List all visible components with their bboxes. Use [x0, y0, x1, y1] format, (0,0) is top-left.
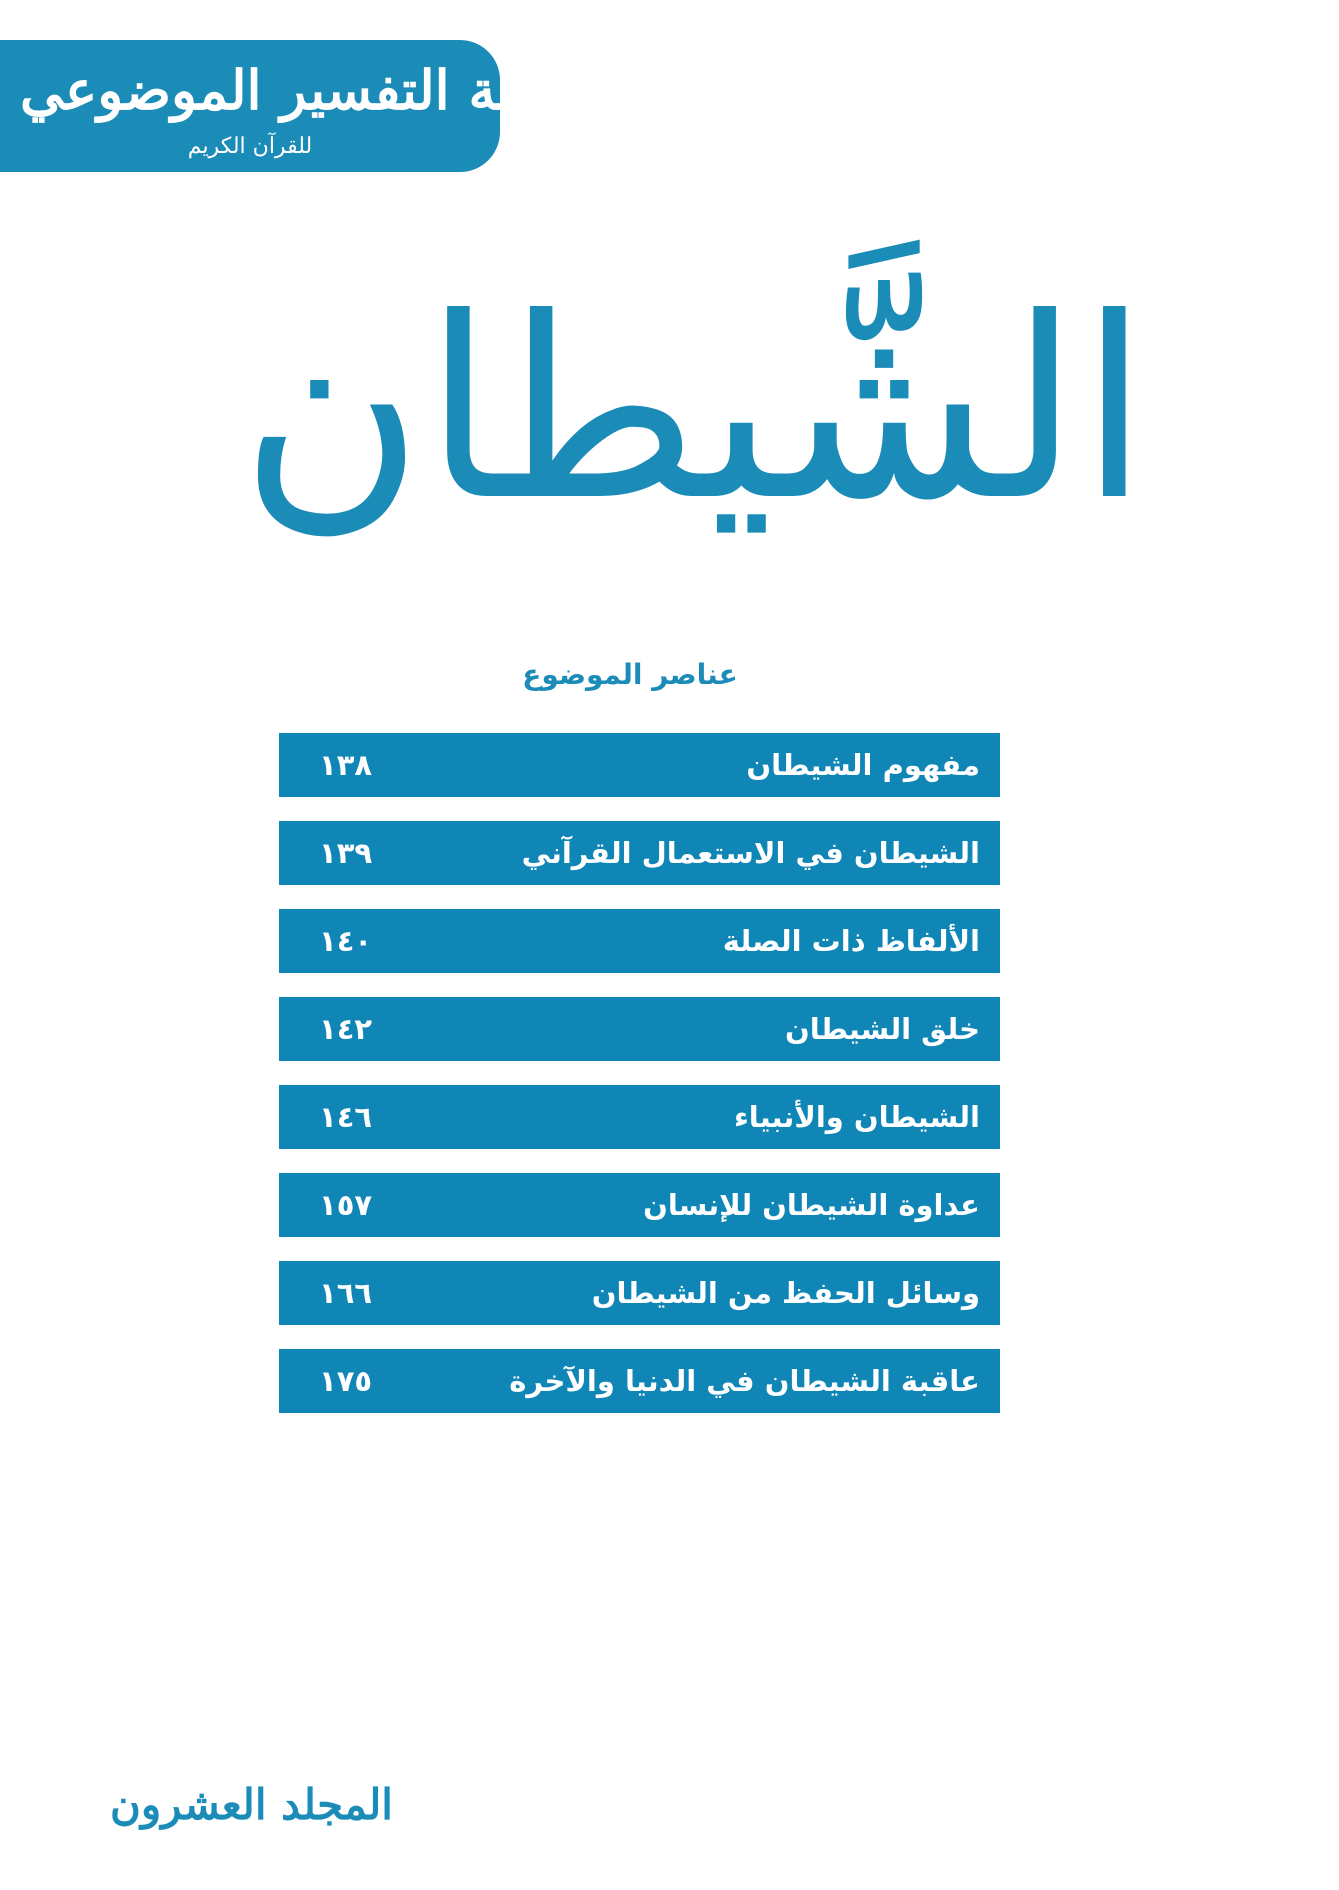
- toc-item-title: الشيطان والأنبياء: [733, 1100, 980, 1134]
- toc-row[interactable]: [279, 1349, 1000, 1413]
- toc-list: [279, 733, 1000, 1437]
- toc-item-page: ١٤٠: [319, 924, 373, 958]
- toc-item-title: عداوة الشيطان للإنسان: [643, 1188, 980, 1222]
- toc-item-page: ١٧٥: [319, 1364, 373, 1398]
- toc-item-title: وسائل الحفظ من الشيطان: [591, 1276, 980, 1310]
- series-title: موسوعة التفسير الموضوعي: [20, 58, 660, 122]
- toc-item-title: خلق الشيطان: [784, 1012, 980, 1046]
- toc-row[interactable]: [279, 909, 1000, 973]
- volume-label: المجلد العشرون: [110, 1780, 393, 1829]
- toc-item-page: ١٣٩: [319, 836, 373, 870]
- toc-item-title: مفهوم الشيطان: [746, 748, 980, 782]
- toc-item-title: الألفاظ ذات الصلة: [722, 924, 980, 958]
- series-subtitle: للقرآن الكريم: [187, 134, 313, 159]
- toc-row[interactable]: [279, 733, 1000, 797]
- page-title: الشَّيطان: [240, 264, 1149, 555]
- toc-row[interactable]: [279, 1085, 1000, 1149]
- toc-item-page: ١٤٦: [319, 1100, 373, 1134]
- toc-item-title: عاقبة الشيطان في الدنيا والآخرة: [509, 1364, 980, 1398]
- toc-row[interactable]: [279, 1261, 1000, 1325]
- toc-item-page: ١٣٨: [319, 748, 373, 782]
- toc-item-page: ١٦٦: [319, 1276, 373, 1310]
- toc-item-page: ١٥٧: [319, 1188, 373, 1222]
- series-banner: [0, 40, 660, 172]
- toc-item-page: ١٤٢: [319, 1012, 373, 1046]
- toc-row[interactable]: [279, 821, 1000, 885]
- toc-row[interactable]: [279, 997, 1000, 1061]
- toc-heading: عناصر الموضوع: [522, 658, 738, 691]
- toc-item-title: الشيطان في الاستعمال القرآني: [521, 836, 980, 870]
- toc-row[interactable]: [279, 1173, 1000, 1237]
